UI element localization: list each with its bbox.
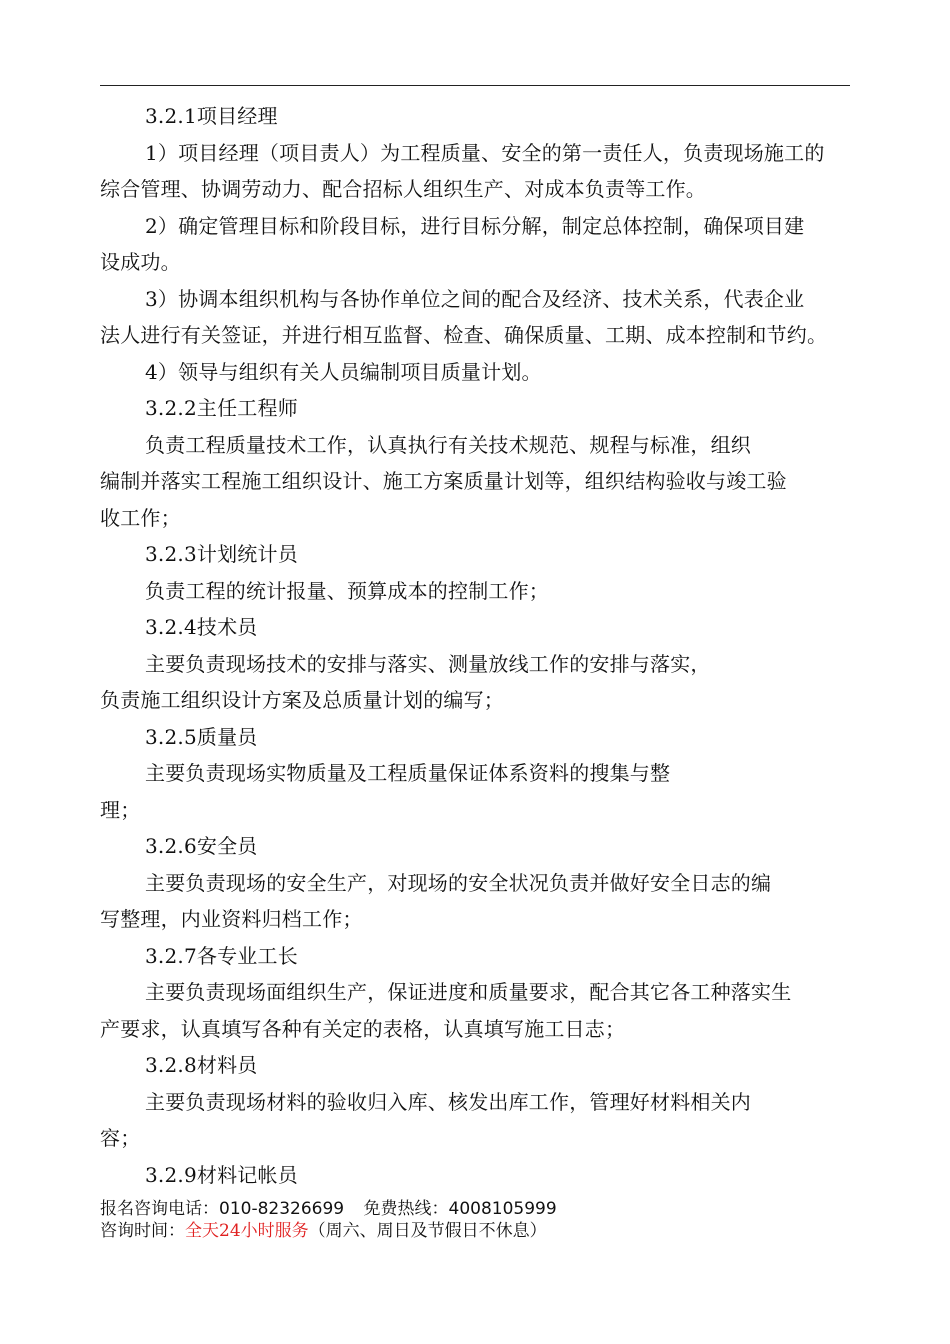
text-line: 负责工程的统计报量、预算成本的控制工作； (145, 578, 549, 603)
header-rule (100, 85, 850, 86)
text-line: 负责施工组织设计方案及总质量计划的编写； (100, 688, 504, 712)
text-line: 1）项目经理（项目责人）为工程质量、安全的第一责任人，负责现场施工的 (145, 140, 825, 165)
text-line: 设成功。 (100, 250, 181, 274)
text-line: 理； (100, 797, 141, 822)
hours-row (100, 1220, 850, 1242)
text-line: 2）确定管理目标和阶段目标，进行目标分解，制定总体控制，确保项目建 (145, 213, 805, 238)
text-line: 3.2.4技术员 (145, 615, 258, 639)
text-line: 主要负责现场的安全生产，对现场的安全状况负责并做好安全日志的编 (145, 870, 772, 895)
text-line: 3.2.8材料员 (145, 1053, 258, 1077)
hotline-number: 4008105999 (448, 1199, 557, 1219)
phone-row (100, 1198, 850, 1220)
text-line: 写整理，内业资料归档工作； (100, 907, 363, 931)
text-line: 3.2.9材料记帐员 (145, 1162, 298, 1187)
text-line: 法人进行有关签证，并进行相互监督、检查、确保质量、工期、成本控制和节约。 (100, 323, 828, 347)
text-line: 容； (100, 1126, 141, 1150)
text-line: 产要求，认真填写各种有关定的表格，认真填写施工日志； (100, 1016, 626, 1041)
phone-number: 010-82326699 (219, 1199, 345, 1219)
time-note: （周六、周日及节假日不休息） (308, 1221, 547, 1241)
text-line: 主要负责现场面组织生产，保证进度和质量要求，配合其它各工种落实生 (145, 980, 792, 1004)
text-line: 主要负责现场技术的安排与落实、测量放线工作的安排与落实， (145, 651, 711, 676)
text-line: 3.2.6安全员 (145, 834, 258, 858)
contact-footer (100, 1198, 850, 1242)
document-body (100, 98, 850, 1193)
text-line: 综合管理、协调劳动力、配合招标人组织生产、对成本负责等工作。 (100, 177, 706, 201)
text-line: 3.2.3计划统计员 (145, 542, 298, 566)
phone-label: 报名咨询电话： (100, 1199, 219, 1219)
text-line: 3）协调本组织机构与各协作单位之间的配合及经济、技术关系，代表企业 (145, 286, 805, 311)
text-line: 4）领导与组织有关人员编制项目质量计划。 (145, 359, 542, 384)
text-line: 主要负责现场实物质量及工程质量保证体系资料的搜集与整 (145, 761, 671, 785)
text-line: 3.2.7各专业工长 (145, 943, 298, 968)
text-line: 负责工程质量技术工作，认真执行有关技术规范、规程与标准，组织 (145, 432, 751, 457)
hotline-label: 免费热线： (363, 1199, 449, 1219)
text-line: 3.2.1项目经理 (145, 104, 278, 128)
text-line: 编制并落实工程施工组织设计、施工方案质量计划等，组织结构验收与竣工验 (100, 469, 787, 493)
text-line: 主要负责现场材料的验收归入库、核发出库工作，管理好材料相关内 (145, 1089, 751, 1114)
text-line: 收工作； (100, 505, 181, 530)
time-highlight: 全天24小时服务 (185, 1221, 309, 1241)
text-line: 3.2.5质量员 (145, 724, 258, 749)
time-label: 咨询时间： (100, 1221, 185, 1241)
text-line: 3.2.2主任工程师 (145, 396, 298, 420)
